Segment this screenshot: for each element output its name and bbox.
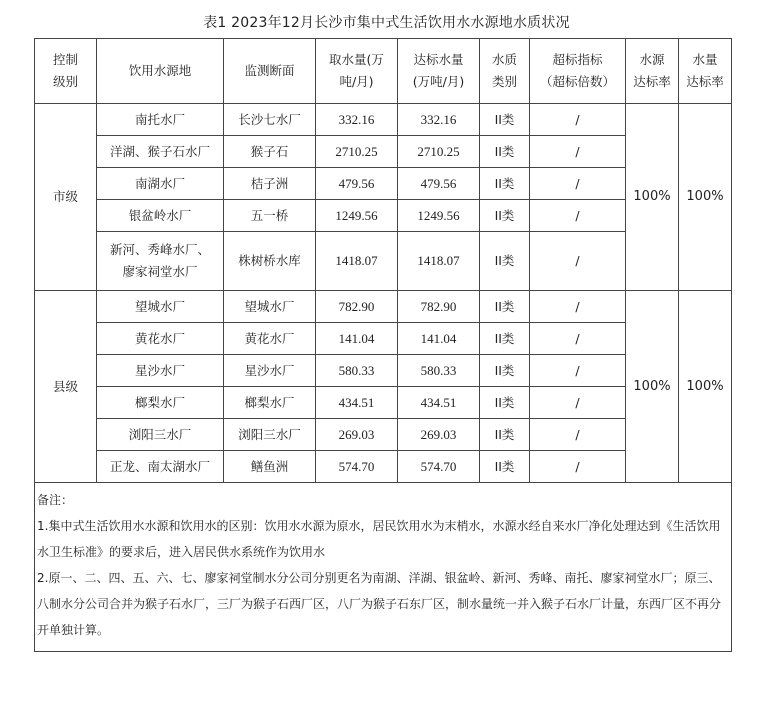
intake-cell: 1249.56 bbox=[316, 200, 398, 232]
qualified-cell: 332.16 bbox=[398, 104, 480, 136]
header-volume-rate: 水量 达标率 bbox=[679, 39, 732, 104]
intake-cell: 1418.07 bbox=[316, 232, 398, 291]
source-cell: 新河、秀峰水厂、 廖家祠堂水厂 bbox=[97, 232, 224, 291]
intake-cell: 580.33 bbox=[316, 355, 398, 387]
intake-cell: 434.51 bbox=[316, 387, 398, 419]
level-cell: 县级 bbox=[35, 291, 97, 483]
category-cell: II类 bbox=[480, 136, 530, 168]
category-cell: II类 bbox=[480, 232, 530, 291]
exceed-cell: / bbox=[530, 168, 626, 200]
header-qualified: 达标水量 (万吨/月) bbox=[398, 39, 480, 104]
qualified-cell: 1418.07 bbox=[398, 232, 480, 291]
header-intake: 取水量(万 吨/月) bbox=[316, 39, 398, 104]
volume-rate-cell: 100% bbox=[679, 104, 732, 291]
header-exceed: 超标指标 （超标倍数） bbox=[530, 39, 626, 104]
source-cell: 南托水厂 bbox=[97, 104, 224, 136]
notes-label: 备注： bbox=[37, 493, 74, 507]
note-item: 1.集中式生活饮用水水源和饮用水的区别：饮用水水源为原水，居民饮用水为末梢水，水源水经自来水厂净化处理达到《生活饮用水卫生标准》的要求后，进入居民供水系统作为饮用水 bbox=[37, 519, 721, 559]
qualified-cell: 2710.25 bbox=[398, 136, 480, 168]
header-section: 监测断面 bbox=[224, 39, 316, 104]
exceed-cell: / bbox=[530, 355, 626, 387]
intake-cell: 479.56 bbox=[316, 168, 398, 200]
category-cell: II类 bbox=[480, 451, 530, 483]
category-cell: II类 bbox=[480, 104, 530, 136]
qualified-cell: 1249.56 bbox=[398, 200, 480, 232]
table-row bbox=[35, 104, 732, 136]
section-cell: 榔梨水厂 bbox=[224, 387, 316, 419]
notes-cell bbox=[35, 483, 732, 652]
source-cell: 南湖水厂 bbox=[97, 168, 224, 200]
section-cell: 猴子石 bbox=[224, 136, 316, 168]
section-cell: 浏阳三水厂 bbox=[224, 419, 316, 451]
qualified-cell: 269.03 bbox=[398, 419, 480, 451]
exceed-cell: / bbox=[530, 451, 626, 483]
water-quality-table bbox=[34, 38, 732, 652]
qualified-cell: 479.56 bbox=[398, 168, 480, 200]
header-row bbox=[35, 39, 732, 104]
qualified-cell: 434.51 bbox=[398, 387, 480, 419]
exceed-cell: / bbox=[530, 232, 626, 291]
category-cell: II类 bbox=[480, 387, 530, 419]
source-rate-cell: 100% bbox=[626, 291, 679, 483]
source-cell: 榔梨水厂 bbox=[97, 387, 224, 419]
header-source: 饮用水源地 bbox=[97, 39, 224, 104]
header-category: 水质 类别 bbox=[480, 39, 530, 104]
intake-cell: 141.04 bbox=[316, 323, 398, 355]
intake-cell: 2710.25 bbox=[316, 136, 398, 168]
exceed-cell: / bbox=[530, 291, 626, 323]
exceed-cell: / bbox=[530, 104, 626, 136]
category-cell: II类 bbox=[480, 168, 530, 200]
qualified-cell: 141.04 bbox=[398, 323, 480, 355]
section-cell: 黄花水厂 bbox=[224, 323, 316, 355]
section-cell: 桔子洲 bbox=[224, 168, 316, 200]
table-row bbox=[35, 291, 732, 323]
intake-cell: 269.03 bbox=[316, 419, 398, 451]
table-title: 表1 2023年12月长沙市集中式生活饮用水水源地水质状况 bbox=[203, 15, 570, 31]
exceed-cell: / bbox=[530, 419, 626, 451]
category-cell: II类 bbox=[480, 355, 530, 387]
level-cell: 市级 bbox=[35, 104, 97, 291]
category-cell: II类 bbox=[480, 323, 530, 355]
exceed-cell: / bbox=[530, 200, 626, 232]
header-level: 控制 级别 bbox=[35, 39, 97, 104]
exceed-cell: / bbox=[530, 136, 626, 168]
source-cell: 望城水厂 bbox=[97, 291, 224, 323]
header-source-rate: 水源 达标率 bbox=[626, 39, 679, 104]
section-cell: 长沙七水厂 bbox=[224, 104, 316, 136]
source-rate-cell: 100% bbox=[626, 104, 679, 291]
qualified-cell: 782.90 bbox=[398, 291, 480, 323]
source-cell: 浏阳三水厂 bbox=[97, 419, 224, 451]
source-cell: 黄花水厂 bbox=[97, 323, 224, 355]
intake-cell: 332.16 bbox=[316, 104, 398, 136]
intake-cell: 782.90 bbox=[316, 291, 398, 323]
qualified-cell: 580.33 bbox=[398, 355, 480, 387]
note-item: 2.原一、二、四、五、六、七、廖家祠堂制水分公司分别更名为南湖、洋湖、银盆岭、新河、秀峰、南托、廖家祠堂水厂；原三、八制水分公司合并为猴子石水厂，三厂为猴子石西厂区，八厂为猴子石东厂区，制水量统一并入猴子石水厂计量，东西厂区不再分开单独计算。 bbox=[37, 571, 722, 637]
source-cell: 洋湖、猴子石水厂 bbox=[97, 136, 224, 168]
section-cell: 星沙水厂 bbox=[224, 355, 316, 387]
exceed-cell: / bbox=[530, 323, 626, 355]
section-cell: 株树桥水库 bbox=[224, 232, 316, 291]
notes-row bbox=[35, 483, 732, 652]
category-cell: II类 bbox=[480, 200, 530, 232]
category-cell: II类 bbox=[480, 419, 530, 451]
source-cell: 银盆岭水厂 bbox=[97, 200, 224, 232]
volume-rate-cell: 100% bbox=[679, 291, 732, 483]
section-cell: 望城水厂 bbox=[224, 291, 316, 323]
qualified-cell: 574.70 bbox=[398, 451, 480, 483]
source-cell: 星沙水厂 bbox=[97, 355, 224, 387]
source-cell: 正龙、南太湖水厂 bbox=[97, 451, 224, 483]
section-cell: 鳝鱼洲 bbox=[224, 451, 316, 483]
section-cell: 五一桥 bbox=[224, 200, 316, 232]
intake-cell: 574.70 bbox=[316, 451, 398, 483]
category-cell: II类 bbox=[480, 291, 530, 323]
exceed-cell: / bbox=[530, 387, 626, 419]
